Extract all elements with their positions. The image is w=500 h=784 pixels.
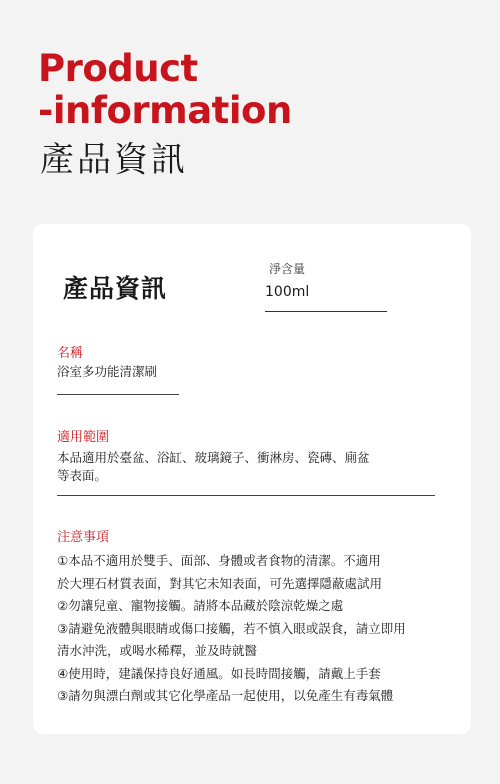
scope-line-2: 等表面。 bbox=[57, 468, 108, 483]
hero-title-line-1: Product bbox=[38, 47, 198, 90]
notes-line: 清水沖洗，或喝水稀釋，並及時就醫 bbox=[57, 643, 258, 658]
net-content-label: 淨含量 bbox=[269, 262, 306, 276]
notes-line: ②勿讓兒童、寵物接觸。請將本品藏於陰涼乾燥之處 bbox=[57, 598, 344, 613]
card-title: 產品資訊 bbox=[63, 274, 168, 303]
name-value: 浴室多功能清潔刷 bbox=[57, 364, 158, 379]
name-label: 名稱 bbox=[57, 346, 84, 361]
scope-label: 適用範圍 bbox=[57, 430, 110, 445]
notes-list bbox=[57, 550, 457, 708]
hero-title-chinese: 產品資訊 bbox=[40, 140, 188, 180]
hero-title-line-2: -information bbox=[38, 89, 292, 132]
notes-label: 注意事項 bbox=[57, 530, 110, 545]
product-info-card bbox=[33, 224, 471, 734]
notes-line: ③請勿與漂白劑或其它化學產品一起使用，以免產生有毒氣體 bbox=[57, 688, 394, 703]
scope-underline bbox=[57, 495, 435, 496]
net-content-underline bbox=[265, 311, 387, 312]
net-content-value: 100ml bbox=[265, 284, 310, 300]
hero-title-english bbox=[38, 48, 292, 132]
notes-line: ③請避免液體與眼睛或傷口接觸，若不慎入眼或誤食，請立即用 bbox=[57, 620, 406, 636]
scope-line-1: 本品適用於臺盆、浴缸、玻璃鏡子、衝淋房、瓷磚、廁盆 bbox=[57, 450, 370, 465]
name-underline bbox=[57, 394, 179, 395]
notes-line: ④使用時，建議保持良好通風。如長時間接觸，請戴上手套 bbox=[57, 665, 381, 681]
notes-line: ①本品不適用於雙手、面部、身體或者食物的清潔。不適用 bbox=[57, 553, 381, 568]
notes-line: 於大理石材質表面，對其它未知表面，可先選擇隱蔽處試用 bbox=[57, 575, 383, 591]
